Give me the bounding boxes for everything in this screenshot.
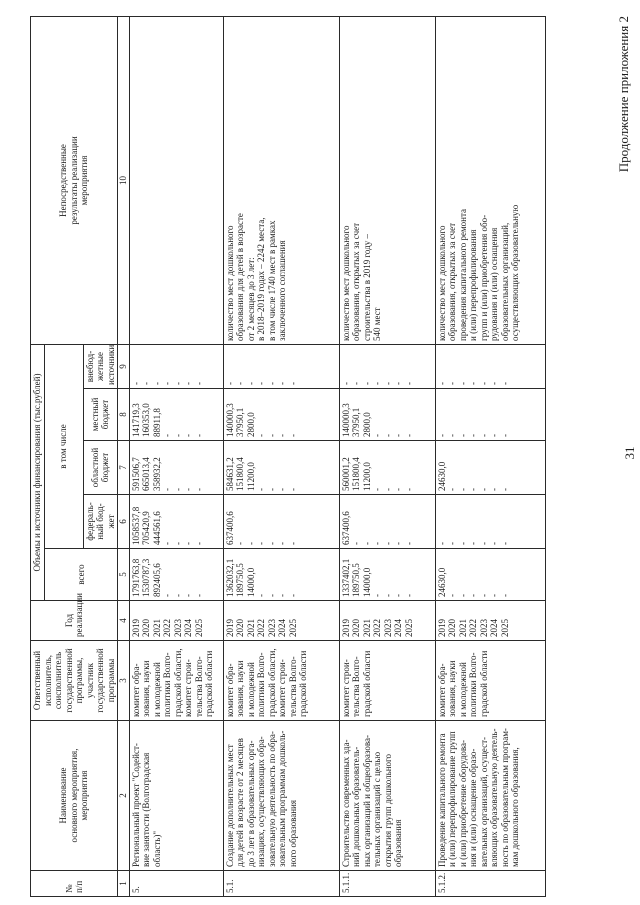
row-years	[339, 601, 435, 641]
reg-value: -	[162, 488, 172, 491]
extra-value: -	[245, 382, 256, 385]
loc-value: -	[172, 434, 183, 437]
reg-value: -	[403, 488, 414, 491]
loc-value: -	[468, 434, 478, 437]
fed-value: -	[403, 542, 414, 545]
reg-value: -	[382, 488, 393, 491]
total-value: -	[478, 594, 489, 597]
extra-value: -	[130, 382, 141, 385]
extra-value: -	[162, 382, 172, 385]
col-number: 7	[118, 441, 130, 495]
fed-value: -	[468, 542, 478, 545]
loc-value: -	[457, 434, 468, 437]
total-value: 189750,5	[235, 563, 245, 597]
loc-value: -	[256, 434, 266, 437]
extra-value: -	[277, 382, 287, 385]
reg-value: 665013,4	[141, 457, 151, 491]
years-value: 2023	[172, 619, 183, 637]
loc-value: 88911,8	[151, 408, 162, 437]
years-value: 2020	[351, 619, 361, 637]
header-funding: Объемы и источники финансирования (тыс.рублей)	[31, 344, 45, 600]
fed-value: 705420,9	[141, 511, 151, 545]
total-value: 14000,0	[361, 567, 372, 597]
row-fed	[339, 495, 435, 549]
row-reg	[129, 441, 223, 495]
reg-value: -	[372, 488, 382, 491]
loc-value: -	[478, 434, 489, 437]
years-value: 2025	[499, 619, 510, 637]
loc-value: -	[287, 434, 298, 437]
years-value: 2023	[478, 619, 489, 637]
row-years	[223, 601, 339, 641]
reg-value: 11200,0	[361, 462, 372, 491]
loc-value: -	[183, 434, 193, 437]
row-id: 5.1.	[223, 871, 339, 897]
fed-value: 637400,6	[224, 511, 235, 545]
reg-value: -	[447, 488, 457, 491]
row-fed	[129, 495, 223, 549]
row-extra	[435, 344, 545, 388]
fed-value: 444561,6	[151, 511, 162, 545]
total-value: -	[457, 594, 468, 597]
loc-value: -	[403, 434, 414, 437]
reg-value: -	[457, 488, 468, 491]
extra-value: -	[340, 382, 351, 385]
total-value: -	[489, 594, 499, 597]
row-id: 5.	[129, 871, 223, 897]
fed-value: -	[193, 542, 204, 545]
reg-value: 591506,7	[130, 457, 141, 491]
loc-value: 2800,0	[245, 412, 256, 437]
fed-value: -	[393, 542, 403, 545]
total-value: -	[277, 594, 287, 597]
extra-value: -	[499, 382, 510, 385]
reg-value: -	[478, 488, 489, 491]
row-id: 5.1.1.	[339, 871, 435, 897]
loc-value: 140000,3	[224, 403, 235, 437]
reg-value: -	[193, 488, 204, 491]
years-value: 2025	[403, 619, 414, 637]
reg-value: -	[499, 488, 510, 491]
row-extra	[129, 344, 223, 388]
fed-value: -	[382, 542, 393, 545]
fed-value: -	[172, 542, 183, 545]
extra-value: -	[256, 382, 266, 385]
fed-value: -	[277, 542, 287, 545]
total-value: -	[447, 594, 457, 597]
loc-value: -	[436, 434, 447, 437]
row-reg	[223, 441, 339, 495]
years-value: 2021	[457, 619, 468, 637]
reg-value: 151800,4	[235, 457, 245, 491]
years-value: 2022	[372, 619, 382, 637]
extra-value: -	[393, 382, 403, 385]
header-extrabudget: внебюд- жетные источники	[83, 344, 118, 388]
years-value: 2022	[256, 619, 266, 637]
extra-value: -	[436, 382, 447, 385]
extra-value: -	[141, 382, 151, 385]
reg-value: 151800,4	[351, 457, 361, 491]
fed-value: -	[447, 542, 457, 545]
col-number: 1	[118, 871, 130, 897]
total-value: -	[382, 594, 393, 597]
reg-value: 358932,2	[151, 457, 162, 491]
reg-value: -	[277, 488, 287, 491]
header-number: № п/п	[31, 871, 118, 897]
fed-value: -	[287, 542, 298, 545]
extra-value: -	[489, 382, 499, 385]
table-row	[435, 16, 545, 896]
reg-value: -	[393, 488, 403, 491]
col-number: 4	[118, 601, 130, 641]
row-result: количество мест дошкольного образования, открытых за счет строительства в 2019 году – 540 мест	[339, 16, 435, 344]
loc-value: -	[277, 434, 287, 437]
fed-value: -	[162, 542, 172, 545]
row-result: количество мест дошкольного образования для детей в возрасте от 2 месяцев до 3 лет: в 2018–2019 годах – 2242 места, в том числе 1740 мест в рамках заключенного соглашения	[223, 16, 339, 344]
years-value: 2025	[287, 619, 298, 637]
total-value: 1362032,1	[224, 558, 235, 597]
years-value: 2024	[489, 619, 499, 637]
extra-value: -	[172, 382, 183, 385]
table-row	[129, 16, 223, 896]
extra-value: -	[403, 382, 414, 385]
col-number: 3	[118, 641, 130, 721]
years-value: 2020	[141, 619, 151, 637]
fed-value: -	[436, 542, 447, 545]
col-number: 10	[118, 16, 130, 344]
col-number: 2	[118, 721, 130, 871]
reg-value: 584631,2	[224, 457, 235, 491]
years-value: 2022	[162, 619, 172, 637]
loc-value: 37950,1	[235, 407, 245, 437]
years-value: 2021	[151, 619, 162, 637]
col-number: 9	[118, 344, 130, 388]
years-value: 2024	[277, 619, 287, 637]
fed-value: -	[499, 542, 510, 545]
row-total	[223, 549, 339, 601]
row-result: количество мест дошкольного образования, открытых за счет проведения капитального ремонта и (или) перепрофилирования групп и (или) приобретения обо- рудования и (или) оснащения образовательных организаций, осуществляющих образовательную	[435, 16, 545, 344]
col-number: 6	[118, 495, 130, 549]
total-value: -	[162, 594, 172, 597]
total-value: 1530787,3	[141, 558, 151, 597]
total-value: 1337402,1	[340, 558, 351, 597]
row-name: Региональный проект "Содейст- вие занятости (Волгоградская область)"	[129, 721, 223, 871]
header-executor: Ответственный исполнитель, соисполнитель государственной программы, участник государственной программы	[31, 641, 118, 721]
extra-value: -	[372, 382, 382, 385]
row-extra	[223, 344, 339, 388]
row-reg	[435, 441, 545, 495]
extra-value: -	[193, 382, 204, 385]
loc-value: -	[193, 434, 204, 437]
total-value: -	[403, 594, 414, 597]
fed-value: -	[235, 542, 245, 545]
row-executor: комитет обра- зования, науки и молодежной политики Волго- градской области, комитет строи- тельства Волго- градской области	[223, 641, 339, 721]
total-value: -	[256, 594, 266, 597]
loc-value: -	[382, 434, 393, 437]
loc-value: 160353,0	[141, 403, 151, 437]
extra-value: -	[224, 382, 235, 385]
col-number: 5	[118, 549, 130, 601]
fed-value: 1058537,8	[130, 506, 141, 545]
years-value: 2022	[468, 619, 478, 637]
total-value: -	[393, 594, 403, 597]
appendix-caption: Продолжение приложения 2	[616, 16, 631, 173]
years-value: 2020	[447, 619, 457, 637]
years-value: 2024	[183, 619, 193, 637]
loc-value: 2800,0	[361, 412, 372, 437]
total-value: 1791763,8	[130, 558, 141, 597]
fed-value: 637400,6	[340, 511, 351, 545]
years-value: 2023	[382, 619, 393, 637]
years-value: 2025	[193, 619, 204, 637]
extra-value: -	[151, 382, 162, 385]
years-value: 2020	[235, 619, 245, 637]
extra-value: -	[266, 382, 277, 385]
loc-value: -	[266, 434, 277, 437]
row-executor: комитет строи- тельства Волго- градской области	[339, 641, 435, 721]
row-loc	[435, 389, 545, 441]
years-value: 2019	[224, 619, 235, 637]
loc-value: -	[162, 434, 172, 437]
header-incl: в том числе	[44, 344, 83, 548]
row-name: Создание дополнительных мест для детей в возрасте от 2 месяцев до 3 лет в образовательных орга- низациях, осуществляющих обра- зовательную деятельность по обра- зовательным программам дошколь- ного образования	[223, 721, 339, 871]
years-value: 2023	[266, 619, 277, 637]
fed-value: -	[266, 542, 277, 545]
extra-value: -	[235, 382, 245, 385]
row-loc	[339, 389, 435, 441]
row-total	[435, 549, 545, 601]
total-value: -	[372, 594, 382, 597]
total-value: -	[287, 594, 298, 597]
column-number-row	[118, 16, 130, 896]
row-executor: комитет обра- зования, науки и молодежной политики Волго- градской области, комитет строи- тельства Волго- градской области	[129, 641, 223, 721]
loc-value: 141719,3	[130, 403, 141, 437]
fed-value: -	[256, 542, 266, 545]
reg-value: -	[172, 488, 183, 491]
loc-value: -	[499, 434, 510, 437]
reg-value: -	[256, 488, 266, 491]
header-name: Наименование основного мероприятия, мероприятия	[31, 721, 118, 871]
fed-value: -	[245, 542, 256, 545]
reg-value: -	[183, 488, 193, 491]
reg-value: -	[468, 488, 478, 491]
years-value: 2021	[245, 619, 256, 637]
header-local: местный бюджет	[83, 389, 118, 441]
row-years	[129, 601, 223, 641]
total-value: -	[183, 594, 193, 597]
row-name: Проведение капитального ремонта и (или) перепрофилирование групп и (или) приобретение оборудова- ния и (или) оснащение образо- вательных организаций, осущест- вляющих образовательную деятель- ность по образовательным програм- мам дошкольного образования,	[435, 721, 545, 871]
reg-value: -	[287, 488, 298, 491]
loc-value: 140000,3	[340, 403, 351, 437]
table-body	[129, 16, 545, 896]
loc-value: -	[489, 434, 499, 437]
total-value: -	[193, 594, 204, 597]
fed-value: -	[372, 542, 382, 545]
row-total	[339, 549, 435, 601]
loc-value: -	[372, 434, 382, 437]
row-years	[435, 601, 545, 641]
total-value: 189750,5	[351, 563, 361, 597]
table-row	[339, 16, 435, 896]
extra-value: -	[361, 382, 372, 385]
total-value: 14000,0	[245, 567, 256, 597]
fed-value: -	[183, 542, 193, 545]
extra-value: -	[351, 382, 361, 385]
years-value: 2019	[340, 619, 351, 637]
years-value: 2024	[393, 619, 403, 637]
extra-value: -	[468, 382, 478, 385]
reg-value: 560001,2	[340, 457, 351, 491]
fed-value: -	[457, 542, 468, 545]
fed-value: -	[361, 542, 372, 545]
years-value: 2019	[436, 619, 447, 637]
row-name: Строительство современных зда- ний дошкольных образователь- ных организаций и общеобразова- тельных организаций с целью открытия групп дошкольного образования	[339, 721, 435, 871]
total-value: -	[499, 594, 510, 597]
reg-value: 24630,0	[436, 461, 447, 491]
row-fed	[435, 495, 545, 549]
total-value: -	[468, 594, 478, 597]
row-loc	[223, 389, 339, 441]
header-federal: федераль- ный бюд- жет	[83, 495, 118, 549]
header-total: всего	[44, 549, 118, 601]
total-value: 892405,6	[151, 563, 162, 597]
extra-value: -	[287, 382, 298, 385]
extra-value: -	[382, 382, 393, 385]
reg-value: -	[489, 488, 499, 491]
fed-value: -	[351, 542, 361, 545]
years-value: 2021	[361, 619, 372, 637]
years-value: 2019	[130, 619, 141, 637]
total-value: 24630,0	[436, 567, 447, 597]
loc-value: 37950,1	[351, 407, 361, 437]
row-total	[129, 549, 223, 601]
row-executor: комитет обра- зования, науки и молодежной политики Волго- градской области	[435, 641, 545, 721]
row-extra	[339, 344, 435, 388]
row-loc	[129, 389, 223, 441]
reg-value: 11200,0	[245, 462, 256, 491]
row-result	[129, 16, 223, 344]
extra-value: -	[447, 382, 457, 385]
loc-value: -	[393, 434, 403, 437]
total-value: -	[266, 594, 277, 597]
extra-value: -	[183, 382, 193, 385]
total-value: -	[172, 594, 183, 597]
page-number: 31	[622, 446, 637, 460]
extra-value: -	[478, 382, 489, 385]
row-reg	[339, 441, 435, 495]
fed-value: -	[478, 542, 489, 545]
row-fed	[223, 495, 339, 549]
row-id: 5.1.2.	[435, 871, 545, 897]
header-regional: областной бюджет	[83, 441, 118, 495]
table-row	[223, 16, 339, 896]
financing-table	[30, 16, 546, 897]
reg-value: -	[266, 488, 277, 491]
fed-value: -	[489, 542, 499, 545]
col-number: 8	[118, 389, 130, 441]
extra-value: -	[457, 382, 468, 385]
header-year: Год реализации	[31, 601, 118, 641]
loc-value: -	[447, 434, 457, 437]
header-results: Непосредственные результаты реализации мероприятия	[31, 16, 118, 344]
